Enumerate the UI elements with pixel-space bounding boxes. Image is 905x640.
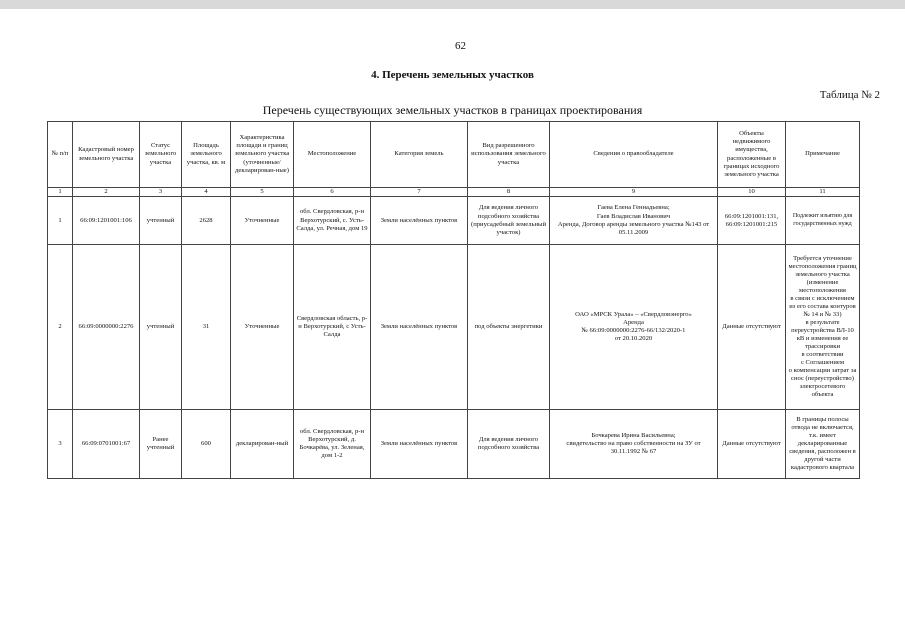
note-line: в результате переустройства ВЛ-10 кВ и изменения ее трассировки [791,319,854,351]
cadastral-number: 66:09:0000000:2276 [73,245,140,410]
plot-area: 2628 [182,197,231,245]
col-header: Местоположение [294,122,371,188]
permitted-use: Для ведения личного подсобного хозяйства (приусадебный земельный участок) [468,197,550,245]
plot-location: обл. Свердловская, р-н Верхотурский, с. Усть-Салда, ул. Речная, дом 19 [294,197,371,245]
table-row [48,245,860,410]
page-number: 62 [455,40,466,52]
land-category: Земли населённых пунктов [371,410,468,479]
col-header: Вид разрешенного использования земельного участка [468,122,550,188]
owner-info [550,410,718,479]
table-number: Таблица № 2 [819,89,880,101]
note-line: в связи с исключением из его состава контуров № 14 и № 33) [789,294,856,318]
real-estate-objects: Данные отсутствуют [718,245,786,410]
owner-info [550,197,718,245]
owner-info [550,245,718,410]
permitted-use: под объекты энергетики [468,245,550,410]
section-heading: 4. Перечень земельных участков [371,69,534,81]
note-line: о компенсации затрат за снос (переустройство) электросетевого объекта [788,367,857,399]
column-number: 11 [786,188,860,197]
col-header: Кадастровый номер земельного участка [73,122,140,188]
plot-status: учтенный [140,245,182,410]
table-row [48,410,860,479]
column-number: 9 [550,188,718,197]
plot-location: Свердловская область, р-н Верхотурский, с Усть-Салда [294,245,371,410]
column-number: 2 [73,188,140,197]
table-header-row [48,122,860,188]
land-plots-table [47,121,860,479]
col-header: Категория земель [371,122,468,188]
area-characteristic: Уточненные [231,245,294,410]
column-number: 6 [294,188,371,197]
plot-area: 31 [182,245,231,410]
owner-line: Аренда [623,319,644,326]
cadastral-number: 66:09:1201001:106 [73,197,140,245]
col-header: Площадь земельного участка, кв. м [182,122,231,188]
note-line: В границы полосы отвода не включается, т.к. имеет декларированные сведения, расположен в другой части кадастрового квартала [789,415,856,472]
plot-status: учтенный [140,197,182,245]
column-number: 7 [371,188,468,197]
real-estate-objects: Данные отсутствуют [718,410,786,479]
plot-status: Ранее учтенный [140,410,182,479]
column-number-row [48,188,860,197]
land-category: Земли населённых пунктов [371,245,468,410]
plot-location: обл. Свердловская, р-н Верхотурский, д. Бочкарёва, ул. Зеленая, дом 1-2 [294,410,371,479]
col-header: № п/п [48,122,73,188]
column-number: 3 [140,188,182,197]
row-number: 1 [48,197,73,245]
col-header: Статус земельного участка [140,122,182,188]
note [786,245,860,410]
note-line: Требуется уточнение местоположения границ земельного участка (изменение местоположения [788,254,857,294]
table-row [48,197,860,245]
note [786,410,860,479]
area-characteristic: Уточненные [231,197,294,245]
column-number: 8 [468,188,550,197]
column-number: 1 [48,188,73,197]
area-characteristic: декларирован-ный [231,410,294,479]
cadastral-number: 66:09:0701001:67 [73,410,140,479]
note-line: Подлежит изъятию для государственных нужд [792,213,853,227]
owner-line: № 66:09:0000000:2276-66/132/2020-1 [581,327,686,335]
owner-line: Аренда, Договор аренды земельного участка №143 от 05.11.2009 [557,220,710,236]
note-line: в соответствии [801,351,844,359]
table-title: Перечень существующих земельных участков в границах проектирования [262,103,643,117]
scan-top-edge [0,0,905,9]
col-header: Сведения о правообладателе [550,122,718,188]
permitted-use: Для ведения личного подсобного хозяйства [468,410,550,479]
real-estate-objects: 66:09:1201001:131, 66:09:1201001:215 [718,197,786,245]
owner-line: Гаева Елена Геннадьевна; [597,204,670,212]
column-number: 4 [182,188,231,197]
owner-line: Гаев Владислав Иванович [596,212,671,220]
col-header: Характеристика площади и границ земельного участка (уточненные/ декларирован-ные) [231,122,294,188]
column-number: 5 [231,188,294,197]
owner-line: от 20.10.2020 [614,335,653,343]
plot-area: 600 [182,410,231,479]
owner-line: Бочкарева Ирина Васильевна; [591,431,676,439]
owner-line: свидетельство на право собственности на ЗУ от 30.11.1992 № 67 [566,440,701,456]
note-line: с Соглашением [800,359,845,367]
row-number: 2 [48,245,73,410]
note [786,197,860,245]
land-category: Земли населённых пунктов [371,197,468,245]
row-number: 3 [48,410,73,479]
col-header: Примечание [786,122,860,188]
owner-line: ОАО «МРСК Урала» – «Свердловэнерго» [575,310,692,318]
col-header: Объекты недвижимого имущества, расположенные в границах исходного земельного участка [718,122,786,188]
column-number: 10 [718,188,786,197]
